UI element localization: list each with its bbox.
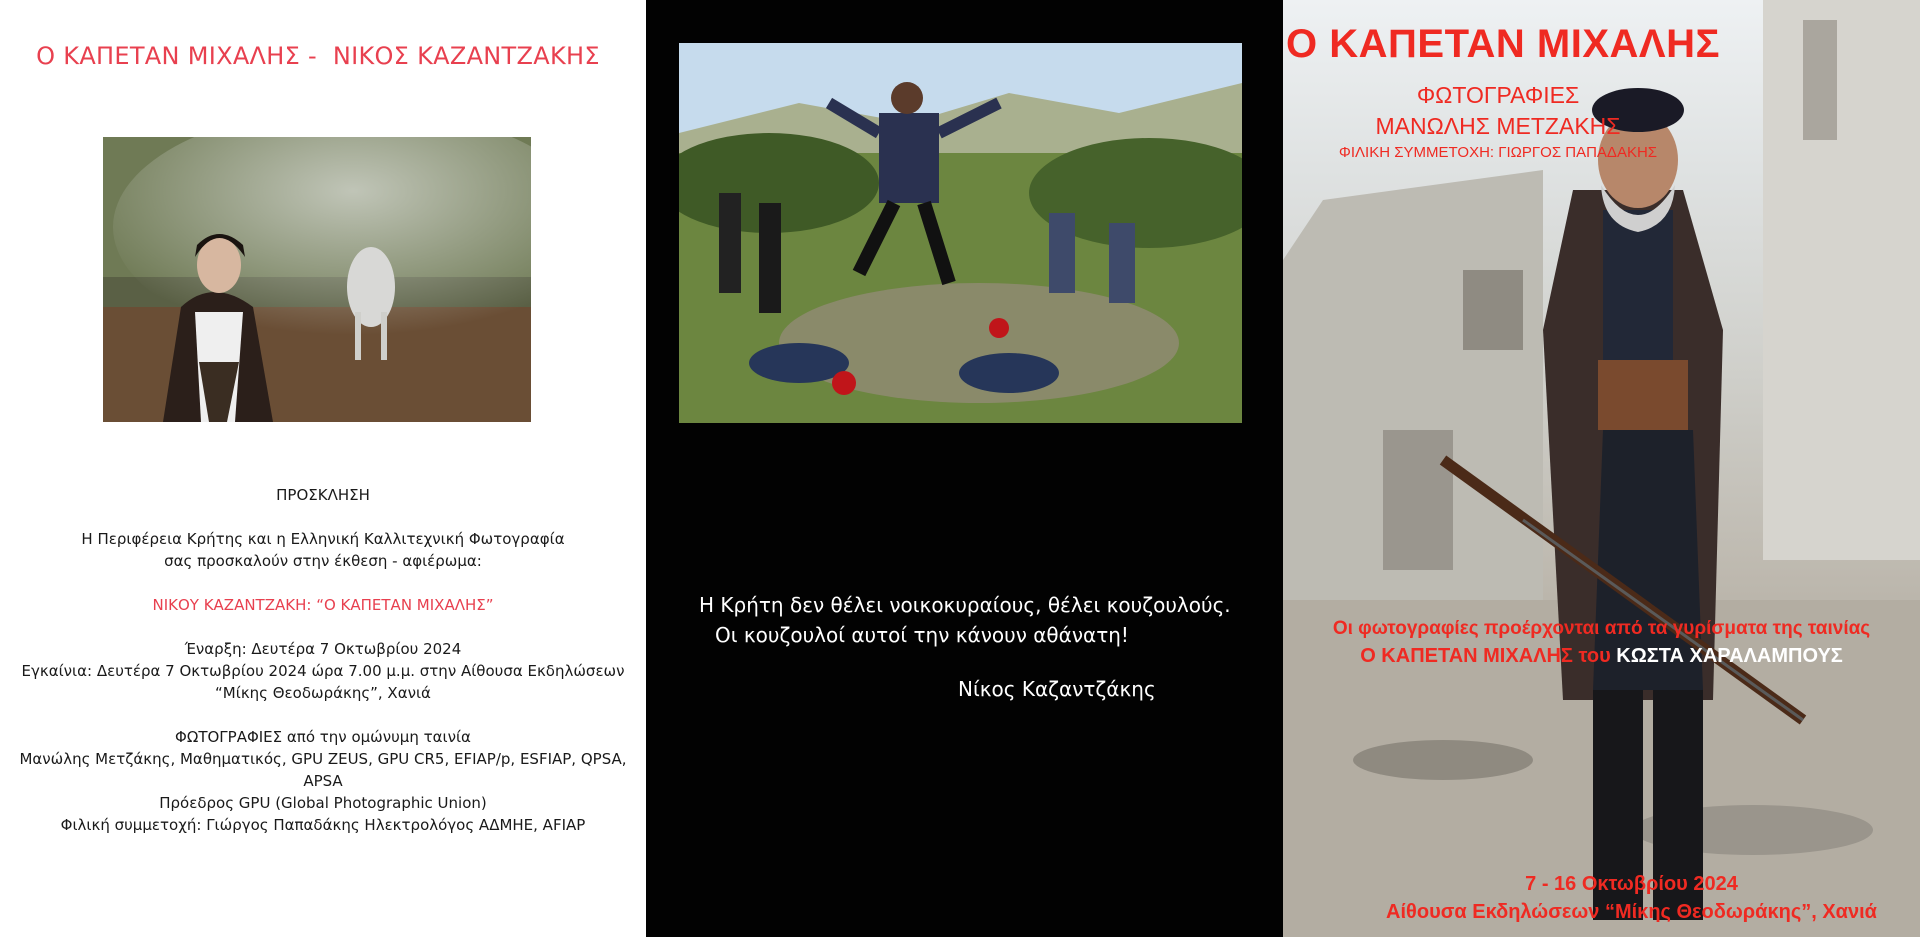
intro-line-1: Η Περιφέρεια Κρήτης και η Ελληνική Καλλιτεχνική Φωτογραφία xyxy=(81,530,565,548)
poster-photo-captain xyxy=(1283,0,1920,937)
poster-venue: Αίθουσα Εκδηλώσεων “Μίκης Θεοδωράκης”, Χανιά xyxy=(1386,901,1877,923)
middle-panel xyxy=(646,0,1283,937)
poster-caption-line-1: Οι φωτογραφίες προέρχονται από τα γυρίσματα της ταινίας xyxy=(1332,618,1871,639)
caption-director: ΚΩΣΤΑ ΧΑΡΑΛΑΜΠΟΥΣ xyxy=(1616,645,1843,667)
quote xyxy=(699,590,1231,650)
left-panel xyxy=(0,0,646,937)
photo-battle-scene xyxy=(679,43,1242,423)
photographer-line: Μανώλης Μετζάκης, Μαθηματικός, GPU ZEUS, GPU CR5, EFIAP/p, ESFIAP, QPSA, APSA xyxy=(19,750,627,790)
poster-subtitle-participation: ΦΙΛΙΚΗ ΣΥΜΜΕΤΟΧΗ: ΓΙΩΡΓΟΣ ΠΑΠΑΔΑΚΗΣ xyxy=(1338,144,1658,161)
photos-line: ΦΩΤΟΓΡΑΦΙΕΣ από την ομώνυμη ταινία xyxy=(175,728,471,746)
caption-of: του xyxy=(1572,645,1617,667)
quote-line-1: Η Κρήτη δεν θέλει νοικοκυραίους, θέλει κουζουλούς. xyxy=(699,593,1231,617)
photo-woman-in-smoke xyxy=(103,137,531,422)
intro-line-2: σας προσκαλούν στην έκθεση - αφιέρωμα: xyxy=(164,552,482,570)
poster-subtitle-photos: ΦΩΤΟΓΡΑΦΙΕΣ xyxy=(1416,82,1580,108)
poster-dates: 7 - 16 Οκτωβρίου 2024 xyxy=(1525,873,1738,895)
quote-author: Νίκος Καζαντζάκης xyxy=(958,677,1156,701)
opening-line-1: Εγκαίνια: Δευτέρα 7 Οκτωβρίου 2024 ώρα 7.00 μ.μ. στην Αίθουσα Εκδηλώσεων xyxy=(21,662,625,680)
left-title: Ο ΚΑΠΕΤΑΝ ΜΙΧΑΛΗΣ - ΝΙΚΟΣ ΚΑΖΑΝΤΖΑΚΗΣ xyxy=(36,42,600,70)
participation-line: Φιλική συμμετοχή: Γιώργος Παπαδάκης Ηλεκτρολόγος ΑΔΜΗΕ, AFIAP xyxy=(60,816,586,834)
poster-subtitle-photographer: ΜΑΝΩΛΗΣ ΜΕΤΖΑΚΗΣ xyxy=(1375,113,1621,139)
president-line: Πρόεδρος GPU (Global Photographic Union) xyxy=(159,794,487,812)
quote-line-2: Οι κουζουλοί αυτοί την κάνουν αθάνατη! xyxy=(715,623,1129,647)
exhibition-title: ΝΙΚΟΥ ΚΑΖΑΝΤΖΑΚΗ: “Ο ΚΑΠΕΤΑΝ ΜΙΧΑΛΗΣ” xyxy=(152,596,494,614)
poster-caption-line-2 xyxy=(1283,645,1920,668)
invitation-text xyxy=(0,484,646,836)
caption-film-title: Ο ΚΑΠΕΤΑΝ ΜΙΧΑΛΗΣ xyxy=(1360,645,1573,667)
right-poster xyxy=(1283,0,1920,937)
poster-title: Ο ΚΑΠΕΤΑΝ ΜΙΧΑΛΗΣ xyxy=(1286,22,1720,66)
invitation-heading: ΠΡΟΣΚΛΗΣΗ xyxy=(276,486,370,504)
start-date: Έναρξη: Δευτέρα 7 Οκτωβρίου 2024 xyxy=(184,640,462,658)
opening-line-2: “Μίκης Θεοδωράκης”, Χανιά xyxy=(215,684,431,702)
